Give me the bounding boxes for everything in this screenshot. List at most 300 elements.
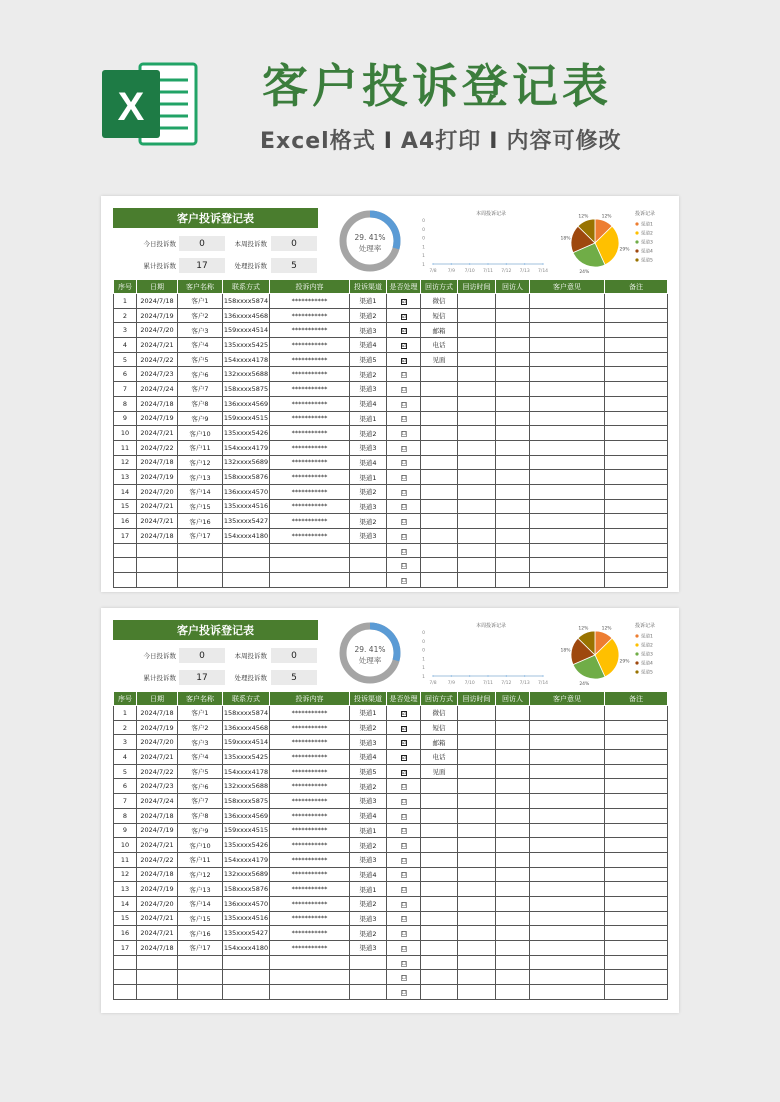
column-header[interactable]: 联系方式 — [223, 692, 270, 706]
table-cell[interactable] — [605, 823, 668, 838]
table-cell[interactable] — [458, 470, 496, 485]
table-cell[interactable] — [387, 896, 421, 911]
table-cell[interactable] — [496, 484, 530, 499]
table-cell[interactable]: 158xxxx5874 — [223, 706, 270, 721]
column-header[interactable]: 回访人 — [496, 280, 530, 294]
empty-checkbox[interactable]: ☐ — [401, 416, 406, 423]
table-cell[interactable] — [605, 750, 668, 765]
table-cell[interactable] — [458, 411, 496, 426]
table-cell[interactable]: 客户12 — [178, 867, 223, 882]
table-cell[interactable] — [530, 558, 605, 573]
table-cell[interactable]: 客户9 — [178, 823, 223, 838]
table-cell[interactable]: 3 — [114, 323, 137, 338]
table-cell[interactable] — [114, 955, 137, 970]
table-cell[interactable] — [496, 764, 530, 779]
table-cell[interactable] — [387, 882, 421, 897]
table-cell[interactable]: *********** — [270, 455, 350, 470]
table-cell[interactable] — [421, 529, 458, 544]
table-cell[interactable]: 132xxxx5689 — [223, 455, 270, 470]
table-cell[interactable] — [605, 941, 668, 956]
table-cell[interactable] — [350, 955, 387, 970]
table-cell[interactable]: 短信 — [421, 720, 458, 735]
column-header[interactable]: 是否处理 — [387, 692, 421, 706]
table-cell[interactable]: 2024/7/18 — [137, 294, 178, 309]
table-cell[interactable] — [387, 382, 421, 397]
table-cell[interactable] — [458, 514, 496, 529]
table-cell[interactable]: 15 — [114, 911, 137, 926]
column-header[interactable]: 日期 — [137, 692, 178, 706]
table-cell[interactable] — [270, 558, 350, 573]
table-cell[interactable]: 158xxxx5876 — [223, 470, 270, 485]
table-cell[interactable] — [421, 543, 458, 558]
week-value[interactable]: 0 — [271, 648, 317, 663]
table-cell[interactable] — [458, 911, 496, 926]
table-cell[interactable] — [387, 735, 421, 750]
table-cell[interactable]: 渠道2 — [350, 779, 387, 794]
table-cell[interactable]: 16 — [114, 926, 137, 941]
table-cell[interactable] — [421, 970, 458, 985]
empty-checkbox[interactable]: ☐ — [401, 828, 406, 835]
table-cell[interactable]: 客户16 — [178, 514, 223, 529]
table-cell[interactable]: 渠道2 — [350, 367, 387, 382]
table-cell[interactable] — [530, 808, 605, 823]
table-cell[interactable]: 邮箱 — [421, 323, 458, 338]
table-cell[interactable]: 客户14 — [178, 484, 223, 499]
empty-checkbox[interactable]: ☐ — [401, 945, 406, 952]
table-cell[interactable]: 渠道5 — [350, 352, 387, 367]
table-cell[interactable] — [496, 455, 530, 470]
table-cell[interactable]: 客户5 — [178, 352, 223, 367]
table-cell[interactable] — [387, 529, 421, 544]
table-cell[interactable]: *********** — [270, 896, 350, 911]
table-cell[interactable] — [387, 558, 421, 573]
table-cell[interactable] — [137, 558, 178, 573]
table-cell[interactable]: 渠道2 — [350, 896, 387, 911]
table-cell[interactable] — [605, 529, 668, 544]
table-cell[interactable] — [605, 764, 668, 779]
table-cell[interactable] — [496, 573, 530, 588]
table-cell[interactable] — [387, 411, 421, 426]
table-cell[interactable]: 客户8 — [178, 808, 223, 823]
table-cell[interactable] — [530, 823, 605, 838]
table-cell[interactable] — [496, 308, 530, 323]
table-cell[interactable]: 渠道2 — [350, 484, 387, 499]
table-cell[interactable] — [350, 558, 387, 573]
table-cell[interactable] — [270, 543, 350, 558]
table-cell[interactable] — [458, 308, 496, 323]
column-header[interactable]: 序号 — [114, 280, 137, 294]
table-cell[interactable]: 154xxxx4178 — [223, 764, 270, 779]
table-cell[interactable]: 客户15 — [178, 911, 223, 926]
table-cell[interactable]: 2024/7/21 — [137, 514, 178, 529]
table-cell[interactable] — [496, 955, 530, 970]
table-cell[interactable]: *********** — [270, 823, 350, 838]
table-cell[interactable]: 132xxxx5689 — [223, 867, 270, 882]
table-cell[interactable]: *********** — [270, 352, 350, 367]
table-cell[interactable]: 渠道4 — [350, 750, 387, 765]
table-cell[interactable] — [458, 543, 496, 558]
table-cell[interactable]: 客户14 — [178, 896, 223, 911]
table-cell[interactable]: 客户10 — [178, 838, 223, 853]
table-cell[interactable]: 渠道3 — [350, 941, 387, 956]
table-cell[interactable] — [421, 911, 458, 926]
empty-checkbox[interactable]: ☐ — [401, 431, 406, 438]
table-cell[interactable]: 2024/7/22 — [137, 852, 178, 867]
table-cell[interactable] — [530, 470, 605, 485]
table-cell[interactable] — [458, 720, 496, 735]
table-cell[interactable]: 渠道2 — [350, 426, 387, 441]
table-cell[interactable] — [137, 543, 178, 558]
table-cell[interactable]: *********** — [270, 499, 350, 514]
table-cell[interactable] — [387, 838, 421, 853]
checked-checkbox[interactable]: ☑ — [401, 342, 406, 349]
table-cell[interactable] — [496, 985, 530, 1000]
table-cell[interactable] — [223, 970, 270, 985]
table-cell[interactable] — [387, 941, 421, 956]
table-cell[interactable] — [458, 367, 496, 382]
table-cell[interactable] — [530, 543, 605, 558]
table-cell[interactable] — [421, 941, 458, 956]
table-cell[interactable] — [458, 750, 496, 765]
table-cell[interactable] — [421, 985, 458, 1000]
table-cell[interactable] — [458, 867, 496, 882]
table-cell[interactable]: 渠道3 — [350, 440, 387, 455]
table-cell[interactable] — [496, 426, 530, 441]
table-cell[interactable] — [605, 411, 668, 426]
table-cell[interactable]: 135xxxx5427 — [223, 926, 270, 941]
table-cell[interactable]: *********** — [270, 706, 350, 721]
table-cell[interactable]: *********** — [270, 294, 350, 309]
table-cell[interactable]: 渠道3 — [350, 382, 387, 397]
table-cell[interactable] — [421, 926, 458, 941]
table-cell[interactable]: 13 — [114, 882, 137, 897]
table-cell[interactable] — [605, 867, 668, 882]
table-cell[interactable]: 2024/7/21 — [137, 338, 178, 353]
checked-checkbox[interactable]: ☑ — [401, 313, 406, 320]
table-cell[interactable] — [458, 338, 496, 353]
table-cell[interactable] — [496, 543, 530, 558]
column-header[interactable]: 投诉渠道 — [350, 280, 387, 294]
empty-checkbox[interactable]: ☐ — [401, 901, 406, 908]
table-cell[interactable]: *********** — [270, 779, 350, 794]
table-cell[interactable] — [421, 955, 458, 970]
table-cell[interactable] — [530, 750, 605, 765]
table-cell[interactable]: 136xxxx4570 — [223, 484, 270, 499]
table-cell[interactable]: 渠道1 — [350, 706, 387, 721]
table-cell[interactable]: 渠道1 — [350, 294, 387, 309]
table-cell[interactable]: 2024/7/21 — [137, 750, 178, 765]
table-cell[interactable]: 渠道4 — [350, 808, 387, 823]
table-cell[interactable] — [530, 382, 605, 397]
table-cell[interactable]: 154xxxx4178 — [223, 352, 270, 367]
table-cell[interactable] — [458, 735, 496, 750]
empty-checkbox[interactable]: ☐ — [401, 489, 406, 496]
empty-checkbox[interactable]: ☐ — [401, 533, 406, 540]
table-cell[interactable] — [530, 896, 605, 911]
table-cell[interactable] — [496, 794, 530, 809]
table-cell[interactable] — [530, 396, 605, 411]
empty-checkbox[interactable]: ☐ — [401, 975, 406, 982]
table-cell[interactable]: 6 — [114, 779, 137, 794]
table-cell[interactable] — [387, 352, 421, 367]
table-cell[interactable]: 2024/7/20 — [137, 735, 178, 750]
table-cell[interactable] — [605, 338, 668, 353]
table-cell[interactable] — [496, 352, 530, 367]
column-header[interactable]: 回访方式 — [421, 692, 458, 706]
table-cell[interactable] — [421, 470, 458, 485]
table-cell[interactable] — [530, 367, 605, 382]
table-cell[interactable] — [387, 867, 421, 882]
table-cell[interactable] — [421, 823, 458, 838]
checked-checkbox[interactable]: ☑ — [401, 754, 406, 761]
table-cell[interactable] — [421, 867, 458, 882]
column-header[interactable]: 回访时间 — [458, 692, 496, 706]
table-cell[interactable] — [387, 308, 421, 323]
table-cell[interactable] — [496, 499, 530, 514]
table-cell[interactable]: 客户6 — [178, 367, 223, 382]
table-cell[interactable] — [605, 838, 668, 853]
table-cell[interactable] — [605, 440, 668, 455]
table-cell[interactable] — [605, 352, 668, 367]
table-cell[interactable] — [387, 779, 421, 794]
table-cell[interactable]: 渠道1 — [350, 882, 387, 897]
column-header[interactable]: 投诉内容 — [270, 280, 350, 294]
table-cell[interactable]: 13 — [114, 470, 137, 485]
table-cell[interactable] — [496, 514, 530, 529]
empty-checkbox[interactable]: ☐ — [401, 872, 406, 879]
table-cell[interactable]: 微信 — [421, 706, 458, 721]
table-cell[interactable] — [605, 735, 668, 750]
table-cell[interactable]: 136xxxx4569 — [223, 808, 270, 823]
table-cell[interactable]: *********** — [270, 411, 350, 426]
table-cell[interactable] — [530, 308, 605, 323]
table-cell[interactable] — [350, 573, 387, 588]
table-cell[interactable]: *********** — [270, 396, 350, 411]
table-cell[interactable]: *********** — [270, 514, 350, 529]
table-cell[interactable]: 客户6 — [178, 779, 223, 794]
table-cell[interactable]: 邮箱 — [421, 735, 458, 750]
table-cell[interactable] — [496, 911, 530, 926]
table-cell[interactable]: 客户7 — [178, 382, 223, 397]
table-cell[interactable]: 9 — [114, 823, 137, 838]
table-cell[interactable] — [496, 823, 530, 838]
table-cell[interactable]: 渠道4 — [350, 867, 387, 882]
table-cell[interactable] — [605, 779, 668, 794]
table-cell[interactable]: 135xxxx5426 — [223, 426, 270, 441]
table-cell[interactable]: 135xxxx4516 — [223, 499, 270, 514]
table-cell[interactable]: 136xxxx4570 — [223, 896, 270, 911]
table-cell[interactable] — [605, 308, 668, 323]
table-cell[interactable] — [496, 294, 530, 309]
table-cell[interactable]: *********** — [270, 367, 350, 382]
table-cell[interactable] — [496, 808, 530, 823]
table-cell[interactable]: 132xxxx5688 — [223, 367, 270, 382]
table-cell[interactable] — [530, 529, 605, 544]
table-cell[interactable]: *********** — [270, 470, 350, 485]
table-cell[interactable] — [387, 470, 421, 485]
table-cell[interactable]: 渠道3 — [350, 323, 387, 338]
table-cell[interactable] — [178, 970, 223, 985]
table-cell[interactable]: 渠道3 — [350, 911, 387, 926]
table-cell[interactable] — [458, 558, 496, 573]
table-cell[interactable]: 客户16 — [178, 926, 223, 941]
table-cell[interactable]: 159xxxx4514 — [223, 323, 270, 338]
table-cell[interactable] — [605, 499, 668, 514]
table-cell[interactable] — [458, 706, 496, 721]
column-header[interactable]: 客户意见 — [530, 692, 605, 706]
table-cell[interactable]: 客户4 — [178, 338, 223, 353]
table-cell[interactable] — [387, 852, 421, 867]
table-cell[interactable] — [270, 970, 350, 985]
table-cell[interactable]: 136xxxx4569 — [223, 396, 270, 411]
empty-checkbox[interactable]: ☐ — [401, 563, 406, 570]
column-header[interactable]: 联系方式 — [223, 280, 270, 294]
table-cell[interactable]: 9 — [114, 411, 137, 426]
table-cell[interactable] — [387, 499, 421, 514]
table-cell[interactable] — [421, 455, 458, 470]
table-cell[interactable]: 135xxxx5425 — [223, 750, 270, 765]
table-cell[interactable] — [496, 338, 530, 353]
table-cell[interactable]: 短信 — [421, 308, 458, 323]
table-cell[interactable]: *********** — [270, 529, 350, 544]
column-header[interactable]: 序号 — [114, 692, 137, 706]
table-cell[interactable] — [178, 543, 223, 558]
table-cell[interactable] — [458, 941, 496, 956]
table-cell[interactable] — [387, 338, 421, 353]
table-cell[interactable] — [178, 558, 223, 573]
table-cell[interactable] — [387, 794, 421, 809]
table-cell[interactable] — [458, 985, 496, 1000]
table-cell[interactable] — [530, 426, 605, 441]
table-cell[interactable] — [421, 779, 458, 794]
table-cell[interactable]: 2024/7/23 — [137, 779, 178, 794]
empty-checkbox[interactable]: ☐ — [401, 857, 406, 864]
table-cell[interactable] — [530, 455, 605, 470]
total-value[interactable]: 17 — [179, 258, 225, 273]
table-cell[interactable] — [530, 338, 605, 353]
table-cell[interactable] — [530, 941, 605, 956]
table-cell[interactable] — [458, 838, 496, 853]
table-cell[interactable] — [387, 396, 421, 411]
table-cell[interactable] — [530, 323, 605, 338]
table-cell[interactable]: 2024/7/19 — [137, 411, 178, 426]
table-cell[interactable] — [496, 896, 530, 911]
table-cell[interactable] — [496, 720, 530, 735]
table-cell[interactable] — [496, 411, 530, 426]
table-cell[interactable] — [387, 970, 421, 985]
table-cell[interactable]: 154xxxx4180 — [223, 941, 270, 956]
empty-checkbox[interactable]: ☐ — [401, 460, 406, 467]
table-cell[interactable]: 135xxxx5425 — [223, 338, 270, 353]
table-cell[interactable] — [458, 323, 496, 338]
table-cell[interactable] — [421, 411, 458, 426]
table-cell[interactable] — [137, 970, 178, 985]
table-cell[interactable]: 客户2 — [178, 308, 223, 323]
table-cell[interactable] — [496, 323, 530, 338]
table-cell[interactable]: *********** — [270, 323, 350, 338]
table-cell[interactable] — [496, 440, 530, 455]
table-cell[interactable] — [421, 440, 458, 455]
table-cell[interactable]: 渠道2 — [350, 514, 387, 529]
table-cell[interactable] — [114, 985, 137, 1000]
table-cell[interactable]: 154xxxx4179 — [223, 852, 270, 867]
table-cell[interactable]: 135xxxx5426 — [223, 838, 270, 853]
table-cell[interactable] — [458, 440, 496, 455]
table-cell[interactable] — [605, 426, 668, 441]
table-cell[interactable] — [114, 573, 137, 588]
column-header[interactable]: 备注 — [605, 280, 668, 294]
table-cell[interactable] — [458, 794, 496, 809]
table-cell[interactable]: *********** — [270, 720, 350, 735]
table-cell[interactable] — [387, 808, 421, 823]
table-cell[interactable]: *********** — [270, 926, 350, 941]
table-cell[interactable]: 渠道2 — [350, 308, 387, 323]
table-cell[interactable]: 2024/7/22 — [137, 764, 178, 779]
table-cell[interactable]: 2024/7/21 — [137, 426, 178, 441]
table-cell[interactable]: 客户1 — [178, 706, 223, 721]
empty-checkbox[interactable]: ☐ — [401, 931, 406, 938]
table-cell[interactable]: 渠道3 — [350, 794, 387, 809]
table-cell[interactable]: 渠道3 — [350, 529, 387, 544]
table-cell[interactable]: 2024/7/21 — [137, 838, 178, 853]
table-cell[interactable] — [605, 323, 668, 338]
table-cell[interactable] — [605, 720, 668, 735]
table-cell[interactable] — [421, 382, 458, 397]
table-cell[interactable]: 客户11 — [178, 852, 223, 867]
table-cell[interactable] — [114, 970, 137, 985]
table-cell[interactable] — [530, 706, 605, 721]
table-cell[interactable]: *********** — [270, 382, 350, 397]
table-cell[interactable]: 渠道1 — [350, 411, 387, 426]
table-cell[interactable] — [530, 294, 605, 309]
checked-checkbox[interactable]: ☑ — [401, 357, 406, 364]
table-cell[interactable]: *********** — [270, 882, 350, 897]
table-cell[interactable] — [530, 484, 605, 499]
table-cell[interactable] — [458, 484, 496, 499]
table-cell[interactable] — [496, 926, 530, 941]
table-cell[interactable] — [387, 911, 421, 926]
empty-checkbox[interactable]: ☐ — [401, 916, 406, 923]
table-cell[interactable]: 见面 — [421, 764, 458, 779]
table-cell[interactable]: *********** — [270, 794, 350, 809]
table-cell[interactable]: 2024/7/21 — [137, 499, 178, 514]
empty-checkbox[interactable]: ☐ — [401, 386, 406, 393]
table-cell[interactable] — [137, 955, 178, 970]
table-cell[interactable] — [137, 985, 178, 1000]
table-cell[interactable]: 10 — [114, 838, 137, 853]
table-cell[interactable] — [114, 543, 137, 558]
table-cell[interactable] — [270, 985, 350, 1000]
table-cell[interactable] — [605, 852, 668, 867]
table-cell[interactable]: 2 — [114, 720, 137, 735]
table-cell[interactable]: 2024/7/18 — [137, 867, 178, 882]
table-cell[interactable] — [530, 985, 605, 1000]
table-cell[interactable] — [458, 970, 496, 985]
table-cell[interactable] — [458, 926, 496, 941]
table-cell[interactable]: 2024/7/19 — [137, 470, 178, 485]
table-cell[interactable]: 2024/7/18 — [137, 396, 178, 411]
table-cell[interactable] — [530, 514, 605, 529]
table-cell[interactable]: 136xxxx4568 — [223, 720, 270, 735]
table-cell[interactable]: 2024/7/18 — [137, 706, 178, 721]
table-cell[interactable] — [496, 852, 530, 867]
table-cell[interactable]: *********** — [270, 852, 350, 867]
table-cell[interactable]: *********** — [270, 426, 350, 441]
table-cell[interactable] — [496, 529, 530, 544]
checked-checkbox[interactable]: ☑ — [401, 298, 406, 305]
table-cell[interactable]: 电话 — [421, 750, 458, 765]
column-header[interactable]: 回访人 — [496, 692, 530, 706]
